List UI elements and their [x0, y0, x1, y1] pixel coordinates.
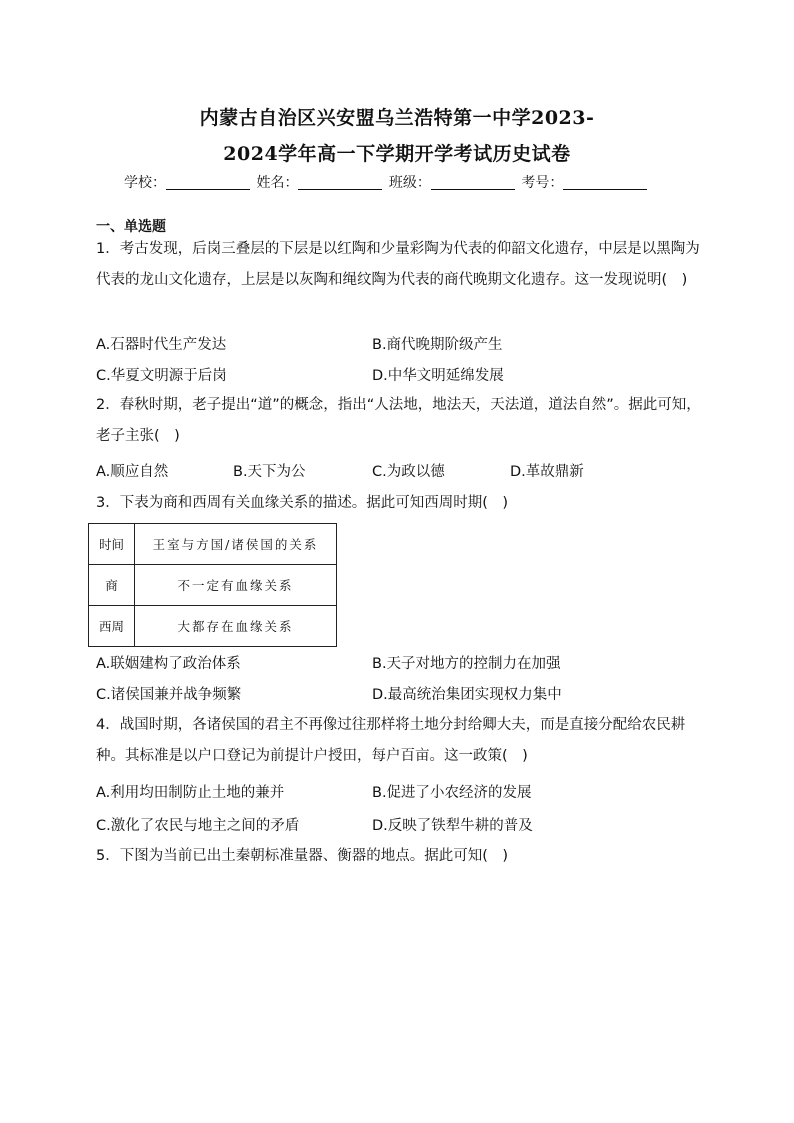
question-2-option-c[interactable]: C.为政以德	[372, 464, 445, 480]
question-2-option-d[interactable]: D.革故鼎新	[510, 464, 584, 480]
table-header-relation: 王室与方国/诸侯国的关系	[135, 524, 337, 565]
question-1-option-b[interactable]: B.商代晚期阶级产生	[372, 337, 503, 353]
question-3-option-c[interactable]: C.诸侯国兼并战争频繁	[96, 687, 242, 703]
question-4-stem: 4．战国时期，各诸侯国的君主不再像过往那样将土地分封给卿大夫，而是直接分配给农民耕种。其标准是以户口登记为前提计户授田，每户百亩。这一政策( )	[96, 717, 686, 764]
question-4-option-c[interactable]: C.激化了农民与地主之间的矛盾	[96, 818, 300, 834]
question-4-option-b[interactable]: B.促进了小农经济的发展	[372, 785, 532, 801]
question-3-stem: 3．下表为商和西周有关血缘关系的描述。据此可知西周时期( )	[96, 495, 509, 511]
question-5-stem: 5．下图为当前已出土秦朝标准量器、衡器的地点。据此可知( )	[96, 848, 509, 864]
exam-number-label: 考号：	[521, 175, 564, 191]
exam-title-line-2: 2024学年高一下学期开学考试历史试卷	[223, 143, 571, 165]
question-2-option-b[interactable]: B.天下为公	[233, 464, 306, 480]
question-1-option-c[interactable]: C.华夏文明源于后岗	[96, 368, 227, 384]
table-header-row	[89, 524, 337, 565]
question-3-option-a[interactable]: A.联姻建构了政治体系	[96, 656, 241, 672]
class-label: 班级：	[388, 175, 431, 191]
question-3-option-d[interactable]: D.最高统治集团实现权力集中	[372, 687, 562, 703]
table-row	[89, 565, 337, 606]
section-heading: 一、单选题	[96, 219, 166, 235]
table-cell-period: 商	[89, 565, 135, 606]
question-4-option-d[interactable]: D.反映了铁犁牛耕的普及	[372, 818, 533, 834]
name-label: 姓名：	[256, 175, 299, 191]
table-row	[89, 606, 337, 647]
question-3-option-b[interactable]: B.天子对地方的控制力在加强	[372, 656, 561, 672]
class-blank[interactable]	[431, 175, 515, 190]
question-1-option-d[interactable]: D.中华文明延绵发展	[372, 368, 504, 384]
relations-table	[88, 523, 337, 647]
school-label: 学校：	[124, 175, 166, 191]
question-2-stem: 2．春秋时期，老子提出“道”的概念，指出“人法地，地法天，天法道，道法自然”。据此可知，老子主张( )	[96, 397, 701, 444]
table-cell-period: 西周	[89, 606, 135, 647]
name-blank[interactable]	[298, 175, 382, 190]
question-1-option-a[interactable]: A.石器时代生产发达	[96, 337, 227, 353]
question-2-option-a[interactable]: A.顺应自然	[96, 464, 169, 480]
question-4-option-a[interactable]: A.利用均田制防止土地的兼并	[96, 785, 285, 801]
exam-title-line-1: 内蒙古自治区兴安盟乌兰浩特第一中学2023-	[199, 107, 595, 129]
exam-number-blank[interactable]	[563, 175, 647, 190]
table-cell-relation: 不一定有血缘关系	[135, 565, 337, 606]
school-blank[interactable]	[166, 175, 250, 190]
question-1-stem: 1．考古发现，后岗三叠层的下层是以红陶和少量彩陶为代表的仰韶文化遗存，中层是以黑陶为代表的龙山文化遗存，上层是以灰陶和绳纹陶为代表的商代晚期文化遗存。这一发现说明( )	[96, 241, 700, 288]
table-cell-relation: 大都存在血缘关系	[135, 606, 337, 647]
student-info-line	[124, 172, 649, 192]
table-header-period: 时间	[89, 524, 135, 565]
